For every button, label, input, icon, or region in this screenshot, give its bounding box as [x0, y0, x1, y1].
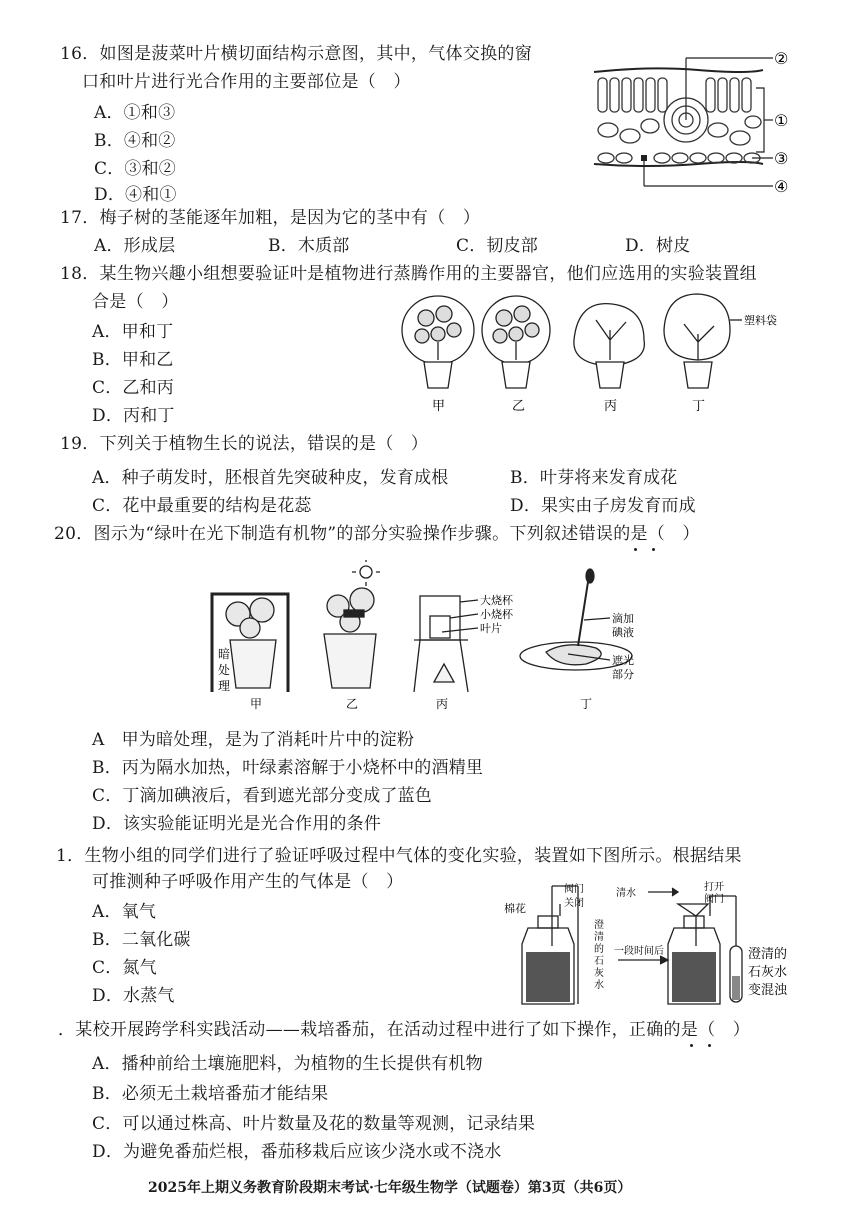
- emphasis-dot: [652, 548, 655, 551]
- valve-closed-label-2: 关闭: [564, 898, 584, 909]
- step-label-ding: 丁: [580, 697, 593, 711]
- step-label-bing: 丙: [436, 697, 449, 711]
- page-footer: 2025年上期义务教育阶段期末考试·七年级生物学（试题卷）第3页（共6页）: [148, 1180, 632, 1196]
- setup-label-ding: 丁: [692, 399, 706, 414]
- q20-option-b: B．丙为隔水加热，叶绿素溶解于小烧杯中的酒精里: [92, 758, 484, 778]
- q18-stem-line2: 合是（ ）: [92, 292, 179, 312]
- result-label-3: 变混浊: [748, 983, 788, 998]
- q19-option-c: C．花中最重要的结构是花蕊: [92, 496, 312, 516]
- photosynthesis-steps-figure: [206, 560, 646, 720]
- q17-option-c: C．韧皮部: [456, 236, 539, 256]
- q22-option-c: C．可以通过株高、叶片数量及花的数量等观测，记录结果: [92, 1114, 536, 1134]
- leaf-label-1: ①: [774, 111, 789, 130]
- q19-option-d: D．果实由子房发育而成: [510, 496, 696, 516]
- q22-option-a: A．播种前给土壤施肥料，为植物的生长提供有机物: [92, 1054, 483, 1074]
- q16-stem-line2: 口和叶片进行光合作用的主要部位是（ ）: [82, 72, 411, 92]
- small-beaker-label: 小烧杯: [480, 608, 513, 621]
- iodine-label-1: 滴加: [612, 612, 634, 625]
- q16-option-a: A．①和③: [94, 103, 176, 123]
- setup-label-jia: 甲: [432, 399, 446, 414]
- q17-stem: 17．梅子树的茎能逐年加粗，是因为它的茎中有（ ）: [60, 208, 481, 228]
- setup-label-yi: 乙: [512, 399, 526, 414]
- emphasis-dot: [690, 1044, 693, 1047]
- iodine-label-2: 碘液: [612, 626, 634, 639]
- q17-option-a: A．形成层: [94, 236, 176, 256]
- q18-option-c: C．乙和丙: [92, 378, 175, 398]
- q21-stem-line1: 1．生物小组的同学们进行了验证呼吸过程中气体的变化实验，装置如下图所示。根据结果: [56, 846, 742, 866]
- limewater-char-3: 的: [594, 944, 604, 955]
- q20-option-c: C．丁滴加碘液后，看到遮光部分变成了蓝色: [92, 786, 433, 806]
- q22-stem: ．某校开展跨学科实践活动——栽培番茄，在活动过程中进行了如下操作，正确的是（ ）: [58, 1020, 750, 1040]
- dark-label-3: 理: [218, 679, 231, 693]
- transpiration-setup-figure: [398, 290, 818, 420]
- respiration-setup-figure: [498, 876, 818, 1010]
- q20-option-a: A 甲为暗处理，是为了消耗叶片中的淀粉: [92, 730, 415, 750]
- leaf-label-3: ③: [774, 149, 789, 168]
- limewater-char-6: 水: [594, 980, 604, 991]
- q21-option-c: C．氮气: [92, 958, 157, 978]
- limewater-char-4: 石: [594, 956, 604, 967]
- shade-label-1: 遮光: [612, 654, 634, 667]
- shade-label-2: 部分: [612, 668, 634, 681]
- q16-option-b: B．④和②: [94, 131, 176, 151]
- q22-option-b: B．必须无土栽培番茄才能结果: [92, 1084, 329, 1104]
- valve-closed-label-1: 阀门: [564, 884, 584, 895]
- clear-water-label: 清水: [616, 888, 636, 899]
- q16-option-d: D．④和①: [94, 185, 177, 205]
- leaf-label-2: ②: [774, 49, 789, 68]
- q17-option-b: B．木质部: [268, 236, 350, 256]
- q19-option-b: B．叶芽将来发育成花: [510, 468, 678, 488]
- q18-stem-line1: 18．某生物兴趣小组想要验证叶是植物进行蒸腾作用的主要器官，他们应选用的实验装置组: [60, 264, 757, 284]
- setup-label-bing: 丙: [604, 399, 618, 414]
- q18-option-b: B．甲和乙: [92, 350, 174, 370]
- result-label-2: 石灰水: [748, 965, 788, 980]
- after-a-while-label: 一段时间后: [614, 946, 664, 957]
- q21-stem-line2: 可推测种子呼吸作用产生的气体是（ ）: [92, 872, 404, 892]
- q18-option-a: A．甲和丁: [92, 322, 174, 342]
- leaf-label-4: ④: [774, 177, 789, 196]
- q22-option-d: D．为避免番茄烂根，番茄移栽后应该少浇水或不浇水: [92, 1142, 502, 1162]
- emphasis-dot: [634, 548, 637, 551]
- q20-stem: 20．图示为“绿叶在光下制造有机物”的部分实验操作步骤。下列叙述错误的是（ ）: [54, 524, 700, 544]
- limewater-char-2: 清: [594, 932, 604, 943]
- big-beaker-label: 大烧杯: [480, 594, 513, 607]
- q17-option-d: D．树皮: [625, 236, 691, 256]
- dark-label-2: 处: [218, 663, 231, 677]
- leaf-label: 叶片: [480, 622, 502, 635]
- limewater-char-1: 澄: [594, 920, 604, 931]
- q21-option-a: A．氧气: [92, 902, 157, 922]
- q21-option-d: D．水蒸气: [92, 986, 175, 1006]
- q18-option-d: D．丙和丁: [92, 406, 175, 426]
- step-label-yi: 乙: [346, 697, 359, 711]
- q16-stem-line1: 16．如图是菠菜叶片横切面结构示意图，其中，气体交换的窗: [60, 44, 533, 64]
- step-label-jia: 甲: [250, 697, 263, 711]
- q21-option-b: B．二氧化碳: [92, 930, 191, 950]
- plastic-bag-label: 塑料袋: [744, 314, 777, 327]
- emphasis-dot: [708, 1044, 711, 1047]
- dark-label-1: 暗: [218, 647, 231, 661]
- leaf-cross-section-figure: [588, 40, 808, 200]
- q16-option-c: C．③和②: [94, 159, 177, 179]
- limewater-char-5: 灰: [594, 968, 604, 979]
- q20-option-d: D．该实验能证明光是光合作用的条件: [92, 814, 382, 834]
- cotton-label: 棉花: [504, 902, 526, 915]
- open-valve-label-2: 阀门: [704, 894, 724, 905]
- result-label-1: 澄清的: [748, 947, 788, 962]
- q19-option-a: A．种子萌发时，胚根首先突破种皮，发育成根: [92, 468, 449, 488]
- q19-stem: 19．下列关于植物生长的说法，错误的是（ ）: [60, 434, 429, 454]
- open-valve-label-1: 打开: [704, 882, 724, 893]
